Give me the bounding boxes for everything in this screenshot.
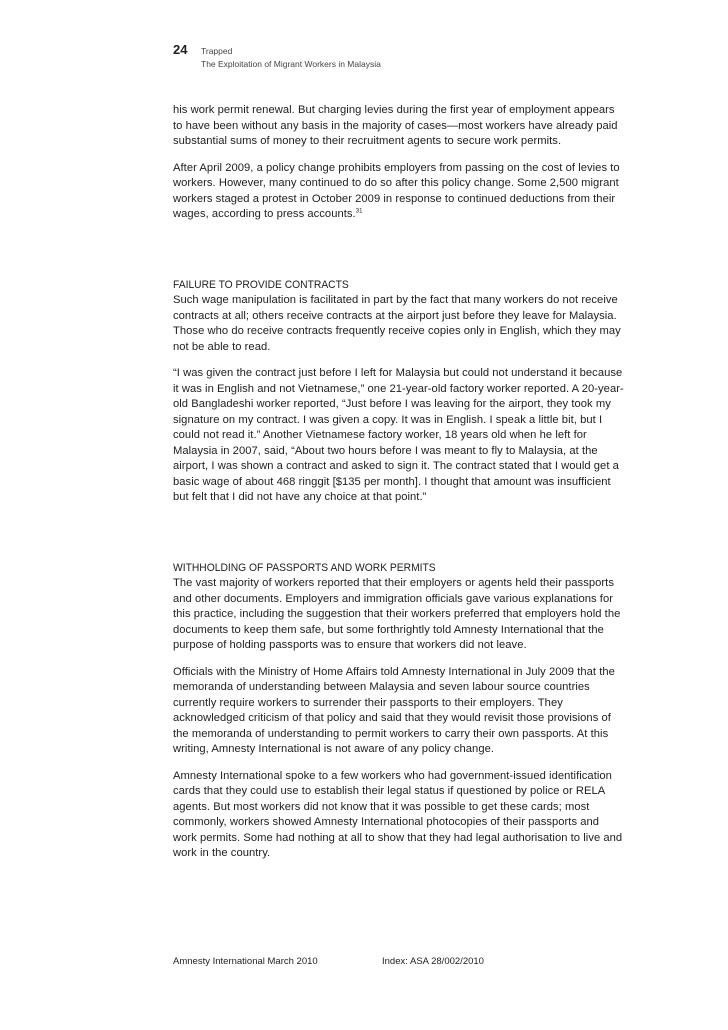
- paragraph: Amnesty International spoke to a few workers who had government-issued identification cards that they could use to establish their legal status if questioned by police or RELA agents. But most workers did not know that it was possible to get these cards; most commonly, workers showed Amnesty International photocopies of their passports and work permits. Some had nothing at all to show that they had legal authorisation to live and work in the country.: [173, 769, 623, 859]
- running-header: [201, 45, 381, 71]
- paragraph-text: After April 2009, a policy change prohibits employers from passing on the cost of levies to workers. However, many continued to do so after this policy change. Some 2,500 migrant workers staged a protest in October 2009 in response to continued deductions from their wages, according to press accounts.: [173, 161, 620, 220]
- running-header-title: Trapped: [201, 46, 233, 56]
- section-heading-contracts: FAILURE TO PROVIDE CONTRACTS: [173, 278, 349, 291]
- main-content: [173, 103, 625, 873]
- footer-publisher-date: Amnesty International March 2010: [173, 956, 318, 967]
- section-spacer: [173, 234, 625, 278]
- paragraph: his work permit renewal. But charging levies during the first year of employment appears to have been without any basis in the majority of cases—most workers have already paid substantial sums of money to their recruitment agents to secure work permits.: [173, 104, 618, 147]
- running-header-subtitle: The Exploitation of Migrant Workers in Malaysia: [201, 59, 381, 69]
- section-spacer: [173, 517, 625, 561]
- paragraph: “I was given the contract just before I left for Malaysia but could not understand it because it was in English and not Vietnamese,” one 21-year-old factory worker reported. A 20-year-old Bangladeshi worker reported, “Just before I was leaving for the airport, they took my signature on my contract. I was given a copy. It was in English. I speak a little bit, but I could not read it.” Another Vietnamese factory worker, 18 years old when he left for Malaysia in 2007, said, “About two hours before I was meant to fly to Malaysia, at the airport, I was shown a contract and asked to sign it. The contract stated that I would get a basic wage of about 468 ringgit [$135 per month]. I thought that amount was insufficient but felt that I did not have any choice at that point.”: [173, 367, 624, 503]
- footnote-reference[interactable]: 31: [355, 208, 363, 215]
- paragraph: [173, 161, 625, 223]
- paragraph: Officials with the Ministry of Home Affairs told Amnesty International in July 2009 that the memoranda of understanding between Malaysia and seven labour source countries currently require workers to surrender their passports to their employers. They acknowledged criticism of that policy and said that they would revisit those provisions of the memoranda of understanding to permit workers to carry their own passports. At this writing, Amnesty International is not aware of any policy change.: [173, 665, 615, 755]
- paragraph: The vast majority of workers reported that their employers or agents held their passports and other documents. Employers and immigration officials gave various explanations for this practice, including the suggestion that their workers preferred that employers hold the documents to keep them safe, but some forthrightly told Amnesty International that the purpose of holding passports was to ensure that workers did not leave.: [173, 577, 621, 651]
- footer-index: Index: ASA 28/002/2010: [382, 956, 484, 967]
- page-number: 24: [173, 42, 188, 57]
- paragraph: Such wage manipulation is facilitated in part by the fact that many workers do not receive contracts at all; others receive contracts at the airport just before they leave for Malaysia. Those who do receive contracts frequently receive copies only in English, which they may not be able to read.: [173, 294, 621, 353]
- section-heading-passports: WITHHOLDING OF PASSPORTS AND WORK PERMITS: [173, 561, 436, 574]
